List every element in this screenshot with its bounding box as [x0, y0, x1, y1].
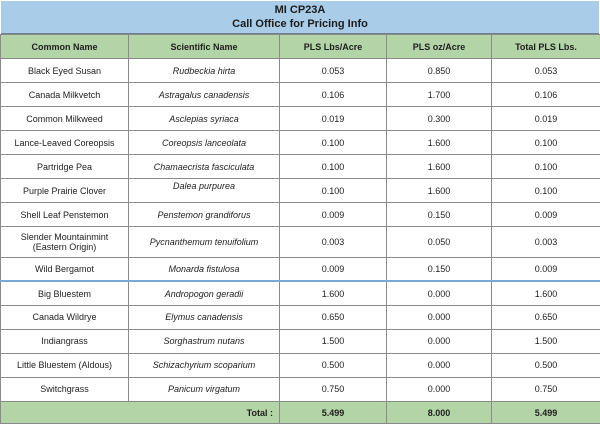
pls-oz-cell: 0.000 [387, 281, 492, 305]
common-name-cell: Indiangrass [1, 329, 129, 353]
common-name-cell: Shell Leaf Penstemon [1, 203, 129, 227]
table-row [1, 329, 600, 353]
pls-lbs-cell: 0.100 [280, 155, 387, 179]
scientific-name-cell: Monarda fistulosa [129, 257, 280, 281]
column-header-common-name: Common Name [1, 35, 129, 59]
pls-oz-cell: 1.600 [387, 179, 492, 203]
totals-row [1, 402, 600, 424]
pls-oz-cell: 1.700 [387, 83, 492, 107]
pls-lbs-cell: 0.650 [280, 305, 387, 329]
scientific-name-cell: Dalea purpurea [129, 179, 280, 203]
pls-lbs-cell: 0.009 [280, 203, 387, 227]
total-pls-cell: 0.053 [492, 59, 600, 83]
table-row [1, 305, 600, 329]
pls-oz-cell: 0.000 [387, 353, 492, 377]
common-name-cell: Partridge Pea [1, 155, 129, 179]
scientific-name-cell: Chamaecrista fasciculata [129, 155, 280, 179]
scientific-name-cell: Schizachyrium scoparium [129, 353, 280, 377]
common-name-cell: Canada Milkvetch [1, 83, 129, 107]
total-pls-cell: 0.009 [492, 257, 600, 281]
common-name-cell: Canada Wildrye [1, 305, 129, 329]
scientific-name-cell: Pycnanthemum tenuifolium [129, 227, 280, 258]
total-pls-cell: 0.100 [492, 131, 600, 155]
pls-lbs-cell: 0.500 [280, 353, 387, 377]
total-pls-cell: 1.600 [492, 281, 600, 305]
table-row [1, 353, 600, 377]
column-header-pls-lbs-acre: PLS Lbs/Acre [280, 35, 387, 59]
total-pls-cell: 0.003 [492, 227, 600, 258]
pls-oz-cell: 0.150 [387, 203, 492, 227]
scientific-name-cell: Coreopsis lanceolata [129, 131, 280, 155]
table-row [1, 377, 600, 401]
total-pls-cell: 0.009 [492, 203, 600, 227]
total-pls-cell: 1.500 [492, 329, 600, 353]
table-row [1, 107, 600, 131]
scientific-name-cell: Panicum virgatum [129, 377, 280, 401]
totals-label: Total : [1, 402, 280, 424]
total-pls-cell: 0.750 [492, 377, 600, 401]
title-band [1, 1, 599, 34]
table-row [1, 155, 600, 179]
mix-code-title: MI CP23A [274, 4, 326, 16]
table-row [1, 227, 600, 258]
column-header-total-pls-lbs: Total PLS Lbs. [492, 35, 600, 59]
pls-lbs-cell: 0.019 [280, 107, 387, 131]
pls-oz-cell: 0.850 [387, 59, 492, 83]
total-pls-cell: 0.100 [492, 155, 600, 179]
pls-lbs-cell: 0.053 [280, 59, 387, 83]
total-pls-cell: 0.106 [492, 83, 600, 107]
table-row [1, 83, 600, 107]
pls-lbs-cell: 0.106 [280, 83, 387, 107]
total-pls-cell: 0.650 [492, 305, 600, 329]
common-name-cell: Little Bluestem (Aldous) [1, 353, 129, 377]
scientific-name-cell: Asclepias syriaca [129, 107, 280, 131]
total-pls-cell: 0.100 [492, 179, 600, 203]
pls-oz-cell: 0.000 [387, 305, 492, 329]
common-name-cell: Common Milkweed [1, 107, 129, 131]
pls-oz-cell: 0.050 [387, 227, 492, 258]
pls-oz-cell: 0.000 [387, 329, 492, 353]
scientific-name-cell: Rudbeckia hirta [129, 59, 280, 83]
total-pls-oz-acre: 8.000 [387, 402, 492, 424]
pls-lbs-cell: 1.500 [280, 329, 387, 353]
pls-lbs-cell: 0.100 [280, 179, 387, 203]
pls-lbs-cell: 1.600 [280, 281, 387, 305]
total-pls-lbs-acre: 5.499 [280, 402, 387, 424]
column-header-pls-oz-acre: PLS oz/Acre [387, 35, 492, 59]
scientific-name-cell: Elymus canadensis [129, 305, 280, 329]
common-name-cell: Black Eyed Susan [1, 59, 129, 83]
common-name-cell: Switchgrass [1, 377, 129, 401]
pls-lbs-cell: 0.003 [280, 227, 387, 258]
table-row [1, 257, 600, 281]
common-name-cell: Big Bluestem [1, 281, 129, 305]
pls-lbs-cell: 0.100 [280, 131, 387, 155]
total-pls-cell: 0.019 [492, 107, 600, 131]
total-pls-cell: 0.500 [492, 353, 600, 377]
scientific-name-cell: Penstemon grandiforus [129, 203, 280, 227]
pls-lbs-cell: 0.009 [280, 257, 387, 281]
table-row [1, 131, 600, 155]
common-name-cell: Wild Bergamot [1, 257, 129, 281]
scientific-name-cell: Andropogon geradii [129, 281, 280, 305]
pls-oz-cell: 0.000 [387, 377, 492, 401]
total-pls-lbs: 5.499 [492, 402, 600, 424]
seed-mix-table [0, 34, 600, 424]
column-header-scientific-name: Scientific Name [129, 35, 280, 59]
common-name-cell: Slender Mountainmint (Eastern Origin) [1, 227, 129, 258]
pls-oz-cell: 1.600 [387, 155, 492, 179]
common-name-cell: Lance-Leaved Coreopsis [1, 131, 129, 155]
table-row [1, 59, 600, 83]
scientific-name-cell: Astragalus canadensis [129, 83, 280, 107]
header-row [1, 35, 600, 59]
pls-oz-cell: 0.150 [387, 257, 492, 281]
pls-lbs-cell: 0.750 [280, 377, 387, 401]
scientific-name-cell: Sorghastrum nutans [129, 329, 280, 353]
common-name-cell: Purple Prairie Clover [1, 179, 129, 203]
pls-oz-cell: 0.300 [387, 107, 492, 131]
table-row [1, 281, 600, 305]
table-row [1, 203, 600, 227]
pls-oz-cell: 1.600 [387, 131, 492, 155]
table-row [1, 179, 600, 203]
pricing-note: Call Office for Pricing Info [232, 18, 368, 30]
